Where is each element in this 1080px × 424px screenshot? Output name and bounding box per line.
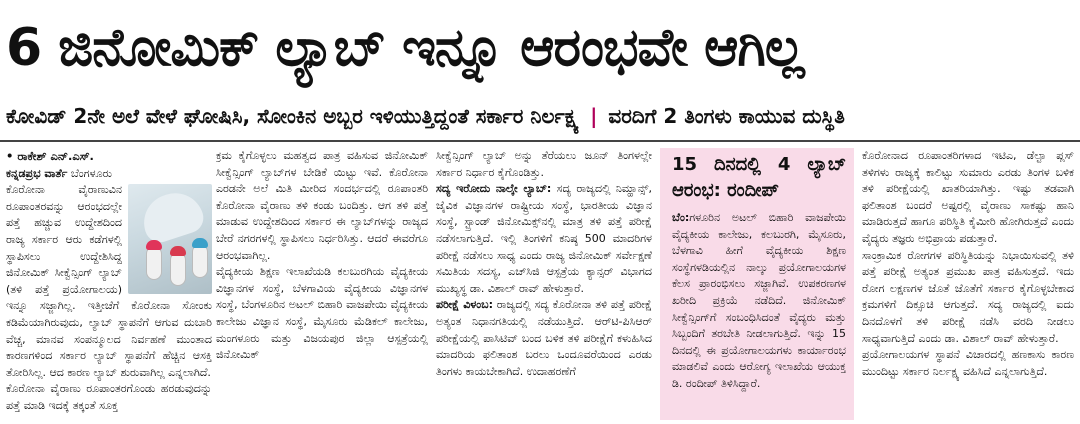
paragraph: ಪ್ರಯೋಗಾಲಯಗಳ ಸ್ಥಾಪನೆ ವಿಚಾರದಲ್ಲಿ ಹಣಕಾಸು ಕಾರಣ ಮುಂದಿಟ್ಟು ಸರ್ಕಾರ ನಿರ್ಲಕ್ಷ್ಯ ವಹಿಸಿದೆ ಎನ್ನಲಾಗುತ್ತಿದೆ. (862, 348, 1074, 378)
byline-place: ಬೆಂಗಳೂರು (70, 166, 112, 180)
byline-name: • ರಾಕೇಶ್ ಎನ್.ಎಸ್. (6, 149, 94, 163)
byline-source: ಕನ್ನಡಪ್ರಭ ವಾರ್ತೆ (6, 166, 68, 180)
test-tube-icon (192, 244, 208, 278)
tube-cap-icon (170, 246, 186, 256)
paragraph-text: ರಾಜ್ಯದಲ್ಲಿ ಸದ್ಯ ಕೊರೋನಾ ತಳಿ ಪತ್ತೆ ಪರೀಕ್ಷೆ ಅತ್ಯಂತ ನಿಧಾನಗತಿಯಲ್ಲಿ ನಡೆಯುತ್ತಿದೆ. ಆರ್‌ಟಿ-ಪಿಸಿಆರ್ ಪರೀಕ್ಷೆಯಲ್ಲಿ ಪಾಸಿಟಿವ್ ಬಂದ ಬಳಿಕ ತಳಿ ಪರೀಕ್ಷೆಗೆ ಕಳುಹಿಸಿದ ಮಾದರಿಯ ಫಲಿತಾಂಶ ಬರಲು ಒಂದೂವರೆಯಿಂದ ಎರಡು ತಿಂಗಳು ಕಾಯಬೇಕಾಗಿದೆ. ಉದಾಹರಣೆಗೆ (436, 298, 652, 378)
subheading: ಸದ್ಯ ಇರೋದು ನಾಲ್ಕೇ ಲ್ಯಾಬ್: (436, 182, 552, 196)
sidebox-text: ಗಳೂರಿನ ಅಟಲ್ ಬಿಹಾರಿ ವಾಜಪೇಯಿ ವೈದ್ಯಕೀಯ ಕಾಲೇಜು, ಕಲಬುರಗಿ, ಮೈಸೂರು, ಬೆಳಗಾವಿ ಹೀಗೆ ವೈದ್ಯಕೀಯ ಶಿಕ್ಷಣ ಸಂಸ್ಥೆಗಳಡಿಯಲ್ಲಿನ ನಾಲ್ಕು ಪ್ರಯೋಗಾಲಯಗಳ ಕೆಲಸ ಪ್ರಾರಂಭಿಸಲು ಸಜ್ಜಾಗಿವೆ. ಉಪಕರಣಗಳ ಖರೀದಿ ಪ್ರಕ್ರಿಯೆ ನಡೆದಿದೆ. ಜಿನೋಮಿಕ್ ಸೀಕ್ವೆನ್ಸಿಂಗ್‌ಗೆ ಸಂಬಂಧಿಸಿದಂತೆ ವೈದ್ಯರು ಮತ್ತು ಸಿಬ್ಬಂದಿಗೆ ತರಬೇತಿ ನೀಡಲಾಗುತ್ತಿದೆ. ಇನ್ನು 15 ದಿನದಲ್ಲಿ ಈ ಪ್ರಯೋಗಾಲಯಗಳು ಕಾರ್ಯಾರಂಭ ಮಾಡಲಿವೆ ಎಂದು ಆರೋಗ್ಯ ಇಲಾಖೆಯ ಆಯುಕ್ತ ಡಿ. ರಂದೀಪ್ ತಿಳಿಸಿದ್ದಾರೆ. (672, 211, 846, 390)
subheading: ಪರೀಕ್ಷೆ ವಿಳಂಬ: (436, 298, 493, 312)
sidebox-dateline: ಬೆಂ: (672, 211, 690, 224)
byline (6, 148, 212, 166)
paragraph: ಸಾಂಕ್ರಾಮಿಕ ರೋಗಗಳ ಪರಿಸ್ಥಿತಿಯನ್ನು ನಿಭಾಯಿಸುವಲ್ಲಿ ತಳಿ ಪತ್ತೆ ಪರೀಕ್ಷೆ ಅತ್ಯಂತ ಪ್ರಮುಖ ಪಾತ್ರ ವಹಿಸುತ್ತದೆ. ಇದು ರೋಗ ಲಕ್ಷಣಗಳ ಜೊತೆ ಜೊತೆಗೆ ಸರ್ಕಾರ ಕೈಗೊಳ್ಳಬೇಕಾದ ಕ್ರಮಗಳಿಗೆ ದಿಕ್ಸೂಚಿ ಆಗುತ್ತದೆ. ಸದ್ಯ ರಾಜ್ಯದಲ್ಲಿ ಐದು ದಿನದೊಳಗೆ ತಳಿ ಪರೀಕ್ಷೆ ನಡೆಸಿ ವರದಿ ನೀಡಲು ಸಾಧ್ಯವಾಗುತ್ತಿದೆ ಎಂದು ಡಾ. ವಿಶಾಲ್ ರಾವ್ ಹೇಳುತ್ತಾರೆ. (862, 248, 1074, 345)
article-column-2 (216, 148, 428, 420)
paragraph: ಕ್ರಮ ಕೈಗೊಳ್ಳಲು ಮಹತ್ವದ ಪಾತ್ರ ವಹಿಸುವ ಜಿನೋಮಿಕ್ ಸೀಕ್ವೆನ್ಸಿಂಗ್ ಲ್ಯಾಬ್‌ಗಳ ಬೇಡಿಕೆ ಯಿಟ್ಟು ಇವೆ. ಕೊರೋನಾ ಎರಡನೇ ಅಲೆ ಮಿತಿ ಮೀರಿದ ಸಂದರ್ಭದಲ್ಲಿ ರೂಪಾಂತರಿ ಕೊರೋನಾ ವೈರಾಣು ತಳಿ ಕಂಡು ಬಂದಿತ್ತು. ಆಗ ತಳಿ ಪತ್ತೆ ಮಾಡುವ ಉದ್ದೇಶದಿಂದ ಸರ್ಕಾರ ಈ ಲ್ಯಾಬ್‌ಗಳನ್ನು ರಾಜ್ಯದ ಬೇರೆ ನಗರಗಳಲ್ಲಿ ಸ್ಥಾಪಿಸಲು ನಿರ್ಧರಿಸಿತ್ತು. ಆದರೆ ಈವರೆಗೂ ಆರಂಭವಾಗಿಲ್ಲ. (216, 149, 428, 262)
paragraph: ಕೊರೋನಾದ ರೂಪಾಂತರಿಗಳಾದ ಇಟಿಎ, ಡೆಲ್ಟಾ ಪ್ಲಸ್ ತಳಿಗಳು ರಾಜ್ಯಕ್ಕೆ ಕಾಲಿಟ್ಟು ಸುಮಾರು ಎರಡು ತಿಂಗಳ ಬಳಿಕ ತಳಿ ಪರೀಕ್ಷೆಯಲ್ಲಿ ಖಾತರಿಯಾಗಿತ್ತು. ಇಷ್ಟು ತಡವಾಗಿ ಫಲಿತಾಂಶ ಬಂದರೆ ಅಷ್ಟರಲ್ಲಿ ವೈರಾಣು ಸಾಕಷ್ಟು ಹಾನಿ ಮಾಡಿರುತ್ತದೆ ಹಾಗೂ ಪರಿಸ್ಥಿತಿ ಕೈಮೀರಿ ಹೋಗಿರುತ್ತದೆ ಎಂದು ವೈದ್ಯರು ತಜ್ಞರು ಅಭಿಪ್ರಾಯ ಪಡುತ್ತಾರೆ. (862, 149, 1074, 245)
paragraph: ಕೊರೋನಾ ವೈರಾಣು ರೂಪಾಂತರಗೊಂಡು ಹರಡುವುದನ್ನು ಪತ್ತೆ ಮಾಡಿ ಇದಕ್ಕೆ ತಕ್ಕಂತೆ ಸೂಕ್ತ (6, 382, 212, 412)
subheading-paragraph (436, 297, 652, 380)
article-column-3 (436, 148, 652, 420)
tube-cap-icon (146, 240, 162, 250)
paragraph: ಸೀಕ್ವೆನ್ಸಿಂಗ್ ಲ್ಯಾಬ್ ಅನ್ನು ತೆರೆಯಲು ಜೂನ್ ತಿಂಗಳಲ್ಲೇ ಸರ್ಕಾರ ನಿರ್ಧಾರ ಕೈಗೊಂಡಿತ್ತು. (436, 149, 652, 179)
article-column-1 (6, 148, 212, 420)
sidebox-body (660, 208, 854, 393)
paragraph: ವೈದ್ಯಕೀಯ ಶಿಕ್ಷಣ ಇಲಾಖೆಯಡಿ ಕಲಬುರಗಿಯ ವೈದ್ಯಕೀಯ ವಿಜ್ಞಾನಗಳ ಸಂಸ್ಥೆ, ಬೆಳಗಾವಿಯ ವೈದ್ಯಕೀಯ ವಿಜ್ಞಾನಗಳ ಸಂಸ್ಥೆ, ಬೆಂಗಳೂರಿನ ಅಟಲ್ ಬಿಹಾರಿ ವಾಜಪೇಯಿ ವೈದ್ಯಕೀಯ ಕಾಲೇಜು ವಿಜ್ಞಾನ ಸಂಸ್ಥೆ, ಮೈಸೂರು ಮೆಡಿಕಲ್ ಕಾಲೇಜು, ಮಂಗಳೂರು ಮತ್ತು ವಿಜಯಪುರ ಜಿಲ್ಲಾ ಆಸ್ಪತ್ರೆಯಲ್ಲಿ ಜಿನೋಮಿಕ್ (216, 265, 428, 362)
subhead-separator: | (590, 104, 598, 128)
subhead-left: ಕೋವಿಡ್ 2ನೇ ಅಲೆ ವೇಳೆ ಘೋಷಿಸಿ, ಸೋಂಕಿನ ಅಬ್ಬರ ಇಳಿಯುತ್ತಿದ್ದಂತೆ ಸರ್ಕಾರ ನಿರ್ಲಕ್ಷ್ಯ (6, 104, 580, 128)
paragraph-text: ಸದ್ಯ ರಾಜ್ಯದಲ್ಲಿ ನಿಮ್ಹಾನ್ಸ್, ಜೈವಿಕ ವಿಜ್ಞಾನಗಳ ರಾಷ್ಟ್ರೀಯ ಸಂಸ್ಥೆ, ಭಾರತೀಯ ವಿಜ್ಞಾನ ಸಂಸ್ಥೆ, ಸ್ಟ್ರಾಂಡ್ ಜಿನೋಮಿಕ್ಸ್‌ನಲ್ಲಿ ಮಾತ್ರ ತಳಿ ಪತ್ತೆ ಪರೀಕ್ಷೆ ನಡೆಸಲಾಗುತ್ತಿದೆ. ಇಲ್ಲಿ ತಿಂಗಳಿಗೆ ಕನಿಷ್ಠ 500 ಮಾದರಿಗಳ ಪರೀಕ್ಷೆ ನಡೆಸಲು ಸಾಧ್ಯ ಎಂದು ರಾಜ್ಯ ಜಿನೋಮಿಕ್ ಸರ್ವೇಕ್ಷಣೆ ಸಮಿತಿಯ ಸದಸ್ಯ, ಎಚ್‌ಸಿಜಿ ಆಸ್ಪತ್ರೆಯ ಕ್ಯಾನ್ಸರ್ ವಿಭಾಗದ ಮುಖ್ಯಸ್ಥ ಡಾ. ವಿಶಾಲ್ ರಾವ್ ಹೇಳುತ್ತಾರೆ. (436, 182, 652, 295)
headline: 6 ಜಿನೋಮಿಕ್ ಲ್ಯಾಬ್ ಇನ್ನೂ ಆರಂಭವೇ ಆಗಿಲ್ಲ (6, 18, 804, 78)
sidebox (660, 148, 854, 420)
subheadline (6, 96, 1074, 136)
lab-photo (128, 184, 212, 294)
test-tube-icon (170, 252, 186, 286)
sidebox-title: 15 ದಿನದಲ್ಲಿ 4 ಲ್ಯಾಬ್ ಆರಂಭ: ರಂದೀಪ್ (672, 154, 846, 201)
header-divider (0, 140, 1080, 142)
byline-source-line (6, 166, 212, 183)
tube-cap-icon (192, 238, 208, 248)
subhead-right: ವರದಿಗೆ 2 ತಿಂಗಳು ಕಾಯುವ ದುಸ್ಥಿತಿ (608, 104, 845, 128)
article-column-5 (862, 148, 1074, 420)
subheading-paragraph (436, 181, 652, 297)
paragraph: ಕೊರೋನಾ ವೈರಾಣುವಿನ ರೂಪಾಂತರವನ್ನು ಆರಂಭದಲ್ಲೇ ಪತ್ತೆ ಹಚ್ಚುವ ಉದ್ದೇಶದಿಂದ ರಾಜ್ಯ ಸರ್ಕಾರ ಆರು ಕಡೆಗಳಲ್ಲಿ ಸ್ಥಾಪಿಸಲು ಉದ್ದೇಶಿಸಿದ್ದ ಜಿನೋಮಿಕ್ ಸೀಕ್ವೆನ್ಸಿಂಗ್ ಲ್ಯಾಬ್ (ತಳಿ ಪತ್ತೆ ಪ್ರಯೋಗಾಲಯ) ಇನ್ನೂ ಸಜ್ಜಾಗಿಲ್ಲ. ಇತ್ತೀಚೆಗೆ ಕೊರೋನಾ ಸೋಂಕು ಕಡಿಮೆಯಾಗಿರುವುದು, ಲ್ಯಾಬ್ ಸ್ಥಾಪನೆಗೆ ಆಗುವ ದುಬಾರಿ ವೆಚ್ಚ, ಮಾನವ ಸಂಪನ್ಮೂಲದ ನಿರ್ವಹಣೆ ಮುಂತಾದ ಕಾರಣಗಳಿಂದ ಸರ್ಕಾರ ಲ್ಯಾಬ್ ಸ್ಥಾಪನೆಗೆ ಹೆಚ್ಚಿನ ಆಸಕ್ತಿ ತೋರಿಸಿಲ್ಲ. ಆದ ಕಾರಣ ಲ್ಯಾಬ್ ಶುರುವಾಗಿಲ್ಲ ಎನ್ನಲಾಗಿದೆ. (6, 183, 212, 379)
test-tube-icon (146, 246, 162, 280)
sidebar-column (660, 148, 854, 420)
